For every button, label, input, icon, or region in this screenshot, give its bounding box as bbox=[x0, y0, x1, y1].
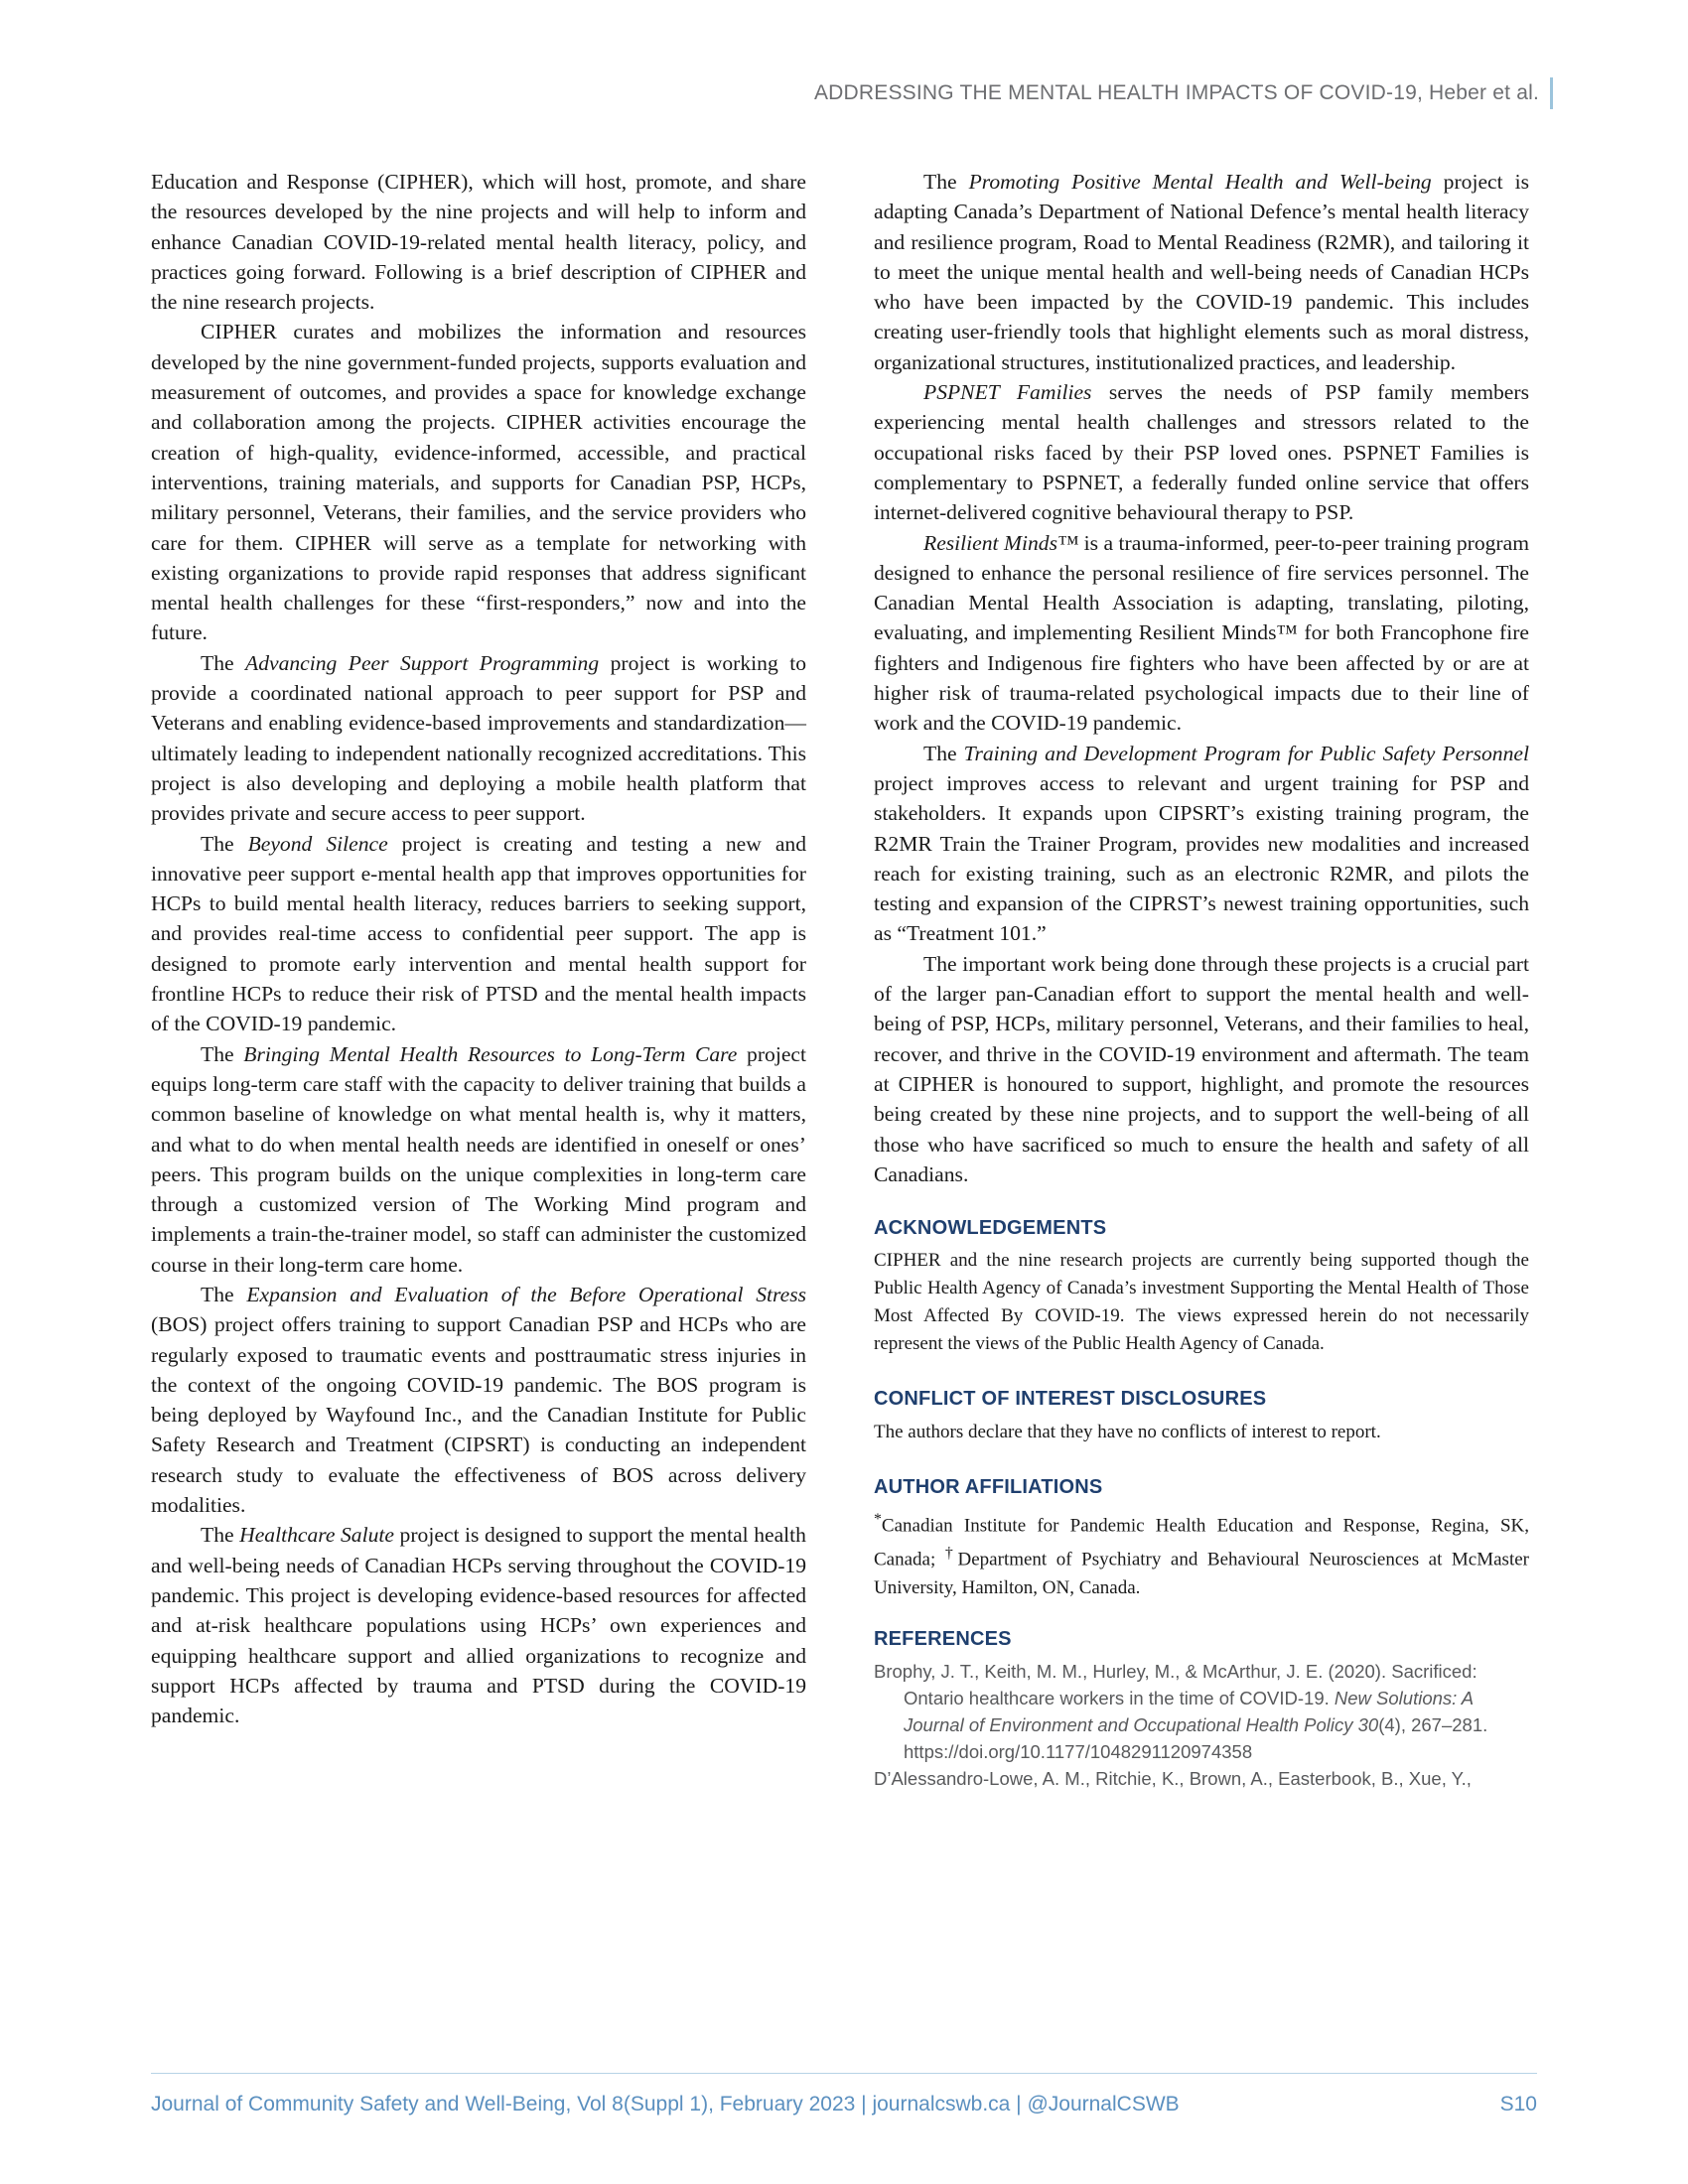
running-head: ADDRESSING THE MENTAL HEALTH IMPACTS OF COVID-19, Heber et al. bbox=[813, 81, 1539, 104]
paragraph: The Expansion and Evaluation of the Before Operational Stress (BOS) project offers training to support Canadian PSP and HCPs who are regularly exposed to traumatic events and posttraumatic stress injuries in the context of the ongoing COVID-19 pandemic. The BOS program is being deployed by Wayfound Inc., and the Canadian Institute for Public Safety Research and Treatment (CIPSRT) is conducting an independent research study to evaluate the effectiveness of BOS across delivery modalities. bbox=[151, 1282, 806, 1518]
paragraph: The Advancing Peer Support Programming project is working to provide a coordinated national approach to peer support for PSP and Veterans and enabling evidence-based improvements and standardization—ultimately leading to independent nationally recognized accreditations. This project is also developing and deploying a mobile health platform that provides private and secure access to peer support. bbox=[151, 650, 806, 826]
project-title: Resilient Minds™ bbox=[923, 530, 1079, 555]
author-affiliations-heading: AUTHOR AFFILIATIONS bbox=[874, 1475, 1103, 1498]
author-affiliations-text: *Canadian Institute for Pandemic Health Education and Response, Regina, SK, Canada; †Department of Psychiatry and Behavioural Neurosciences at McMaster University, Hamilton, ON, Canada. bbox=[874, 1510, 1529, 1598]
paragraph: The Training and Development Program for Public Safety Personnel project improves access to relevant and urgent training for PSP and stakeholders. It expands upon CIPSRT’s existing training program, the R2MR Train the Trainer Program, provides new modalities and increased reach for existing training, such as an electronic R2MR, and pilots the testing and expansion of the CIPRST’s newest training opportunities, such as “Treatment 101.” bbox=[874, 741, 1529, 946]
affiliation-mark: * bbox=[874, 1510, 882, 1528]
footer-journal-info: Journal of Community Safety and Well-Being, Vol 8(Suppl 1), February 2023 | journalcswb.ca | @JournalCSWB bbox=[151, 2093, 1180, 2116]
acknowledgements-heading: ACKNOWLEDGEMENTS bbox=[874, 1217, 1107, 1240]
project-title: Training and Development Program for Public Safety Personnel bbox=[963, 741, 1529, 765]
reference-entry: Brophy, J. T., Keith, M. M., Hurley, M., & McArthur, J. E. (2020). Sacrificed: Ontario healthcare workers in the time of COVID-19. New Solutions: A Journal of Environment and Occupational Health Policy 30(4), 267–281. https://doi.org/10.1177/1048291120974358 bbox=[874, 1660, 1488, 1762]
reference-entry: D’Alessandro-Lowe, A. M., Ritchie, K., Brown, A., Easterbook, B., Xue, Y., bbox=[874, 1767, 1472, 1789]
paragraph: The Promoting Positive Mental Health and Well-being project is adapting Canada’s Department of National Defence’s mental health literacy and resilience program, Road to Mental Readiness (R2MR), and tailoring it to meet the unique mental health and well-being needs of Canadian HCPs who have been impacted by the COVID-19 pandemic. This includes creating user-friendly tools that highlight elements such as moral distress, organizational structures, institutionalized practices, and leadership. bbox=[874, 170, 1530, 374]
project-title: PSPNET Families bbox=[923, 380, 1092, 405]
conflict-of-interest-text: The authors declare that they have no conflicts of interest to report. bbox=[874, 1421, 1381, 1442]
project-title: Expansion and Evaluation of the Before Operational Stress bbox=[246, 1282, 806, 1306]
left-column bbox=[151, 167, 806, 1730]
project-title: Advancing Peer Support Programming bbox=[245, 650, 600, 675]
project-title: Bringing Mental Health Resources to Long-Term Care bbox=[243, 1041, 738, 1066]
conflict-of-interest-heading: CONFLICT OF INTEREST DISCLOSURES bbox=[874, 1388, 1267, 1411]
references-heading: REFERENCES bbox=[874, 1627, 1012, 1650]
project-title: Healthcare Salute bbox=[239, 1523, 394, 1548]
right-column bbox=[874, 167, 1529, 1792]
footer bbox=[151, 2093, 1537, 2116]
project-title: Beyond Silence bbox=[247, 831, 388, 856]
paragraph: Resilient Minds™ is a trauma-informed, peer-to-peer training program designed to enhance the personal resilience of fire services personnel. The Canadian Mental Health Association is adapting, translating, piloting, evaluating, and implementing Resilient Minds™ for both Francophone fire fighters and Indigenous fire fighters who have been affected by or are at higher risk of trauma-related psychological impacts due to their line of work and the COVID-19 pandemic. bbox=[874, 530, 1529, 736]
paragraph: The Bringing Mental Health Resources to Long-Term Care project equips long-term care staff with the capacity to deliver training that builds a common baseline of knowledge on what mental health is, why it matters, and what to do when mental health needs are identified in oneself or ones’ peers. This program builds on the unique complexities in long-term care through a customized version of The Working Mind program and implements a train-the-trainer model, so staff can administer the customized course in their long-term care home. bbox=[151, 1041, 806, 1277]
footer-rule bbox=[151, 2073, 1537, 2074]
paragraph: The important work being done through these projects is a crucial part of the larger pan-Canadian effort to support the mental health and well-being of PSP, HCPs, military personnel, Veterans, and their families to heal, recover, and thrive in the COVID-19 environment and aftermath. The team at CIPHER is honoured to support, highlight, and promote the resources being created by these nine projects, and to support the well-being of all those who have sacrificed so much to ensure the health and safety of all Canadians. bbox=[874, 951, 1529, 1186]
paragraph: PSPNET Families serves the needs of PSP family members experiencing mental health challenges and stressors related to the occupational risks faced by their PSP loved ones. PSPNET Families is complementary to PSPNET, a federally funded online service that offers internet-delivered cognitive behavioural therapy to PSP. bbox=[874, 380, 1529, 525]
page-number: S10 bbox=[1499, 2093, 1537, 2116]
project-title: Promoting Positive Mental Health and Well-being bbox=[968, 170, 1432, 194]
acknowledgements-text: CIPHER and the nine research projects are currently being supported though the Public Health Agency of Canada’s investment Supporting the Mental Health of Those Most Affected By COVID-19. The views expressed herein do not necessarily represent the views of the Public Health Agency of Canada. bbox=[874, 1250, 1529, 1355]
paragraph: Education and Response (CIPHER), which will host, promote, and share the resources developed by the nine projects and will help to inform and enhance Canadian COVID-19-related mental health literacy, policy, and practices going forward. Following is a brief description of CIPHER and the nine research projects. bbox=[151, 170, 806, 315]
running-head-accent-bar bbox=[1550, 77, 1553, 109]
paragraph: CIPHER curates and mobilizes the information and resources developed by the nine government-funded projects, supports evaluation and measurement of outcomes, and provides a space for knowledge exchange and collaboration among the projects. CIPHER activities encourage the creation of high-quality, evidence-informed, accessible, and practical interventions, training materials, and supports for Canadian PSP, HCPs, military personnel, Veterans, their families, and the service providers who care for them. CIPHER will serve as a template for networking with existing organizations to provide rapid responses that address significant mental health challenges for these “first-responders,” now and into the future. bbox=[151, 320, 806, 645]
paragraph: The Healthcare Salute project is designed to support the mental health and well-being needs of Canadian HCPs serving throughout the COVID-19 pandemic. This project is developing evidence-based resources for affected and at-risk healthcare populations using HCPs’ own experiences and equipping healthcare support and allied organizations to recognize and support HCPs affected by trauma and PTSD during the COVID-19 pandemic. bbox=[151, 1523, 806, 1728]
paragraph: The Beyond Silence project is creating and testing a new and innovative peer support e-mental health app that improves opportunities for HCPs to build mental health literacy, reduces barriers to seeking support, and provides real-time access to confidential peer support. The app is designed to promote early intervention and mental health support for frontline HCPs to reduce their risk of PTSD and the mental health impacts of the COVID-19 pandemic. bbox=[151, 831, 806, 1036]
affiliation-mark: † bbox=[944, 1545, 958, 1563]
